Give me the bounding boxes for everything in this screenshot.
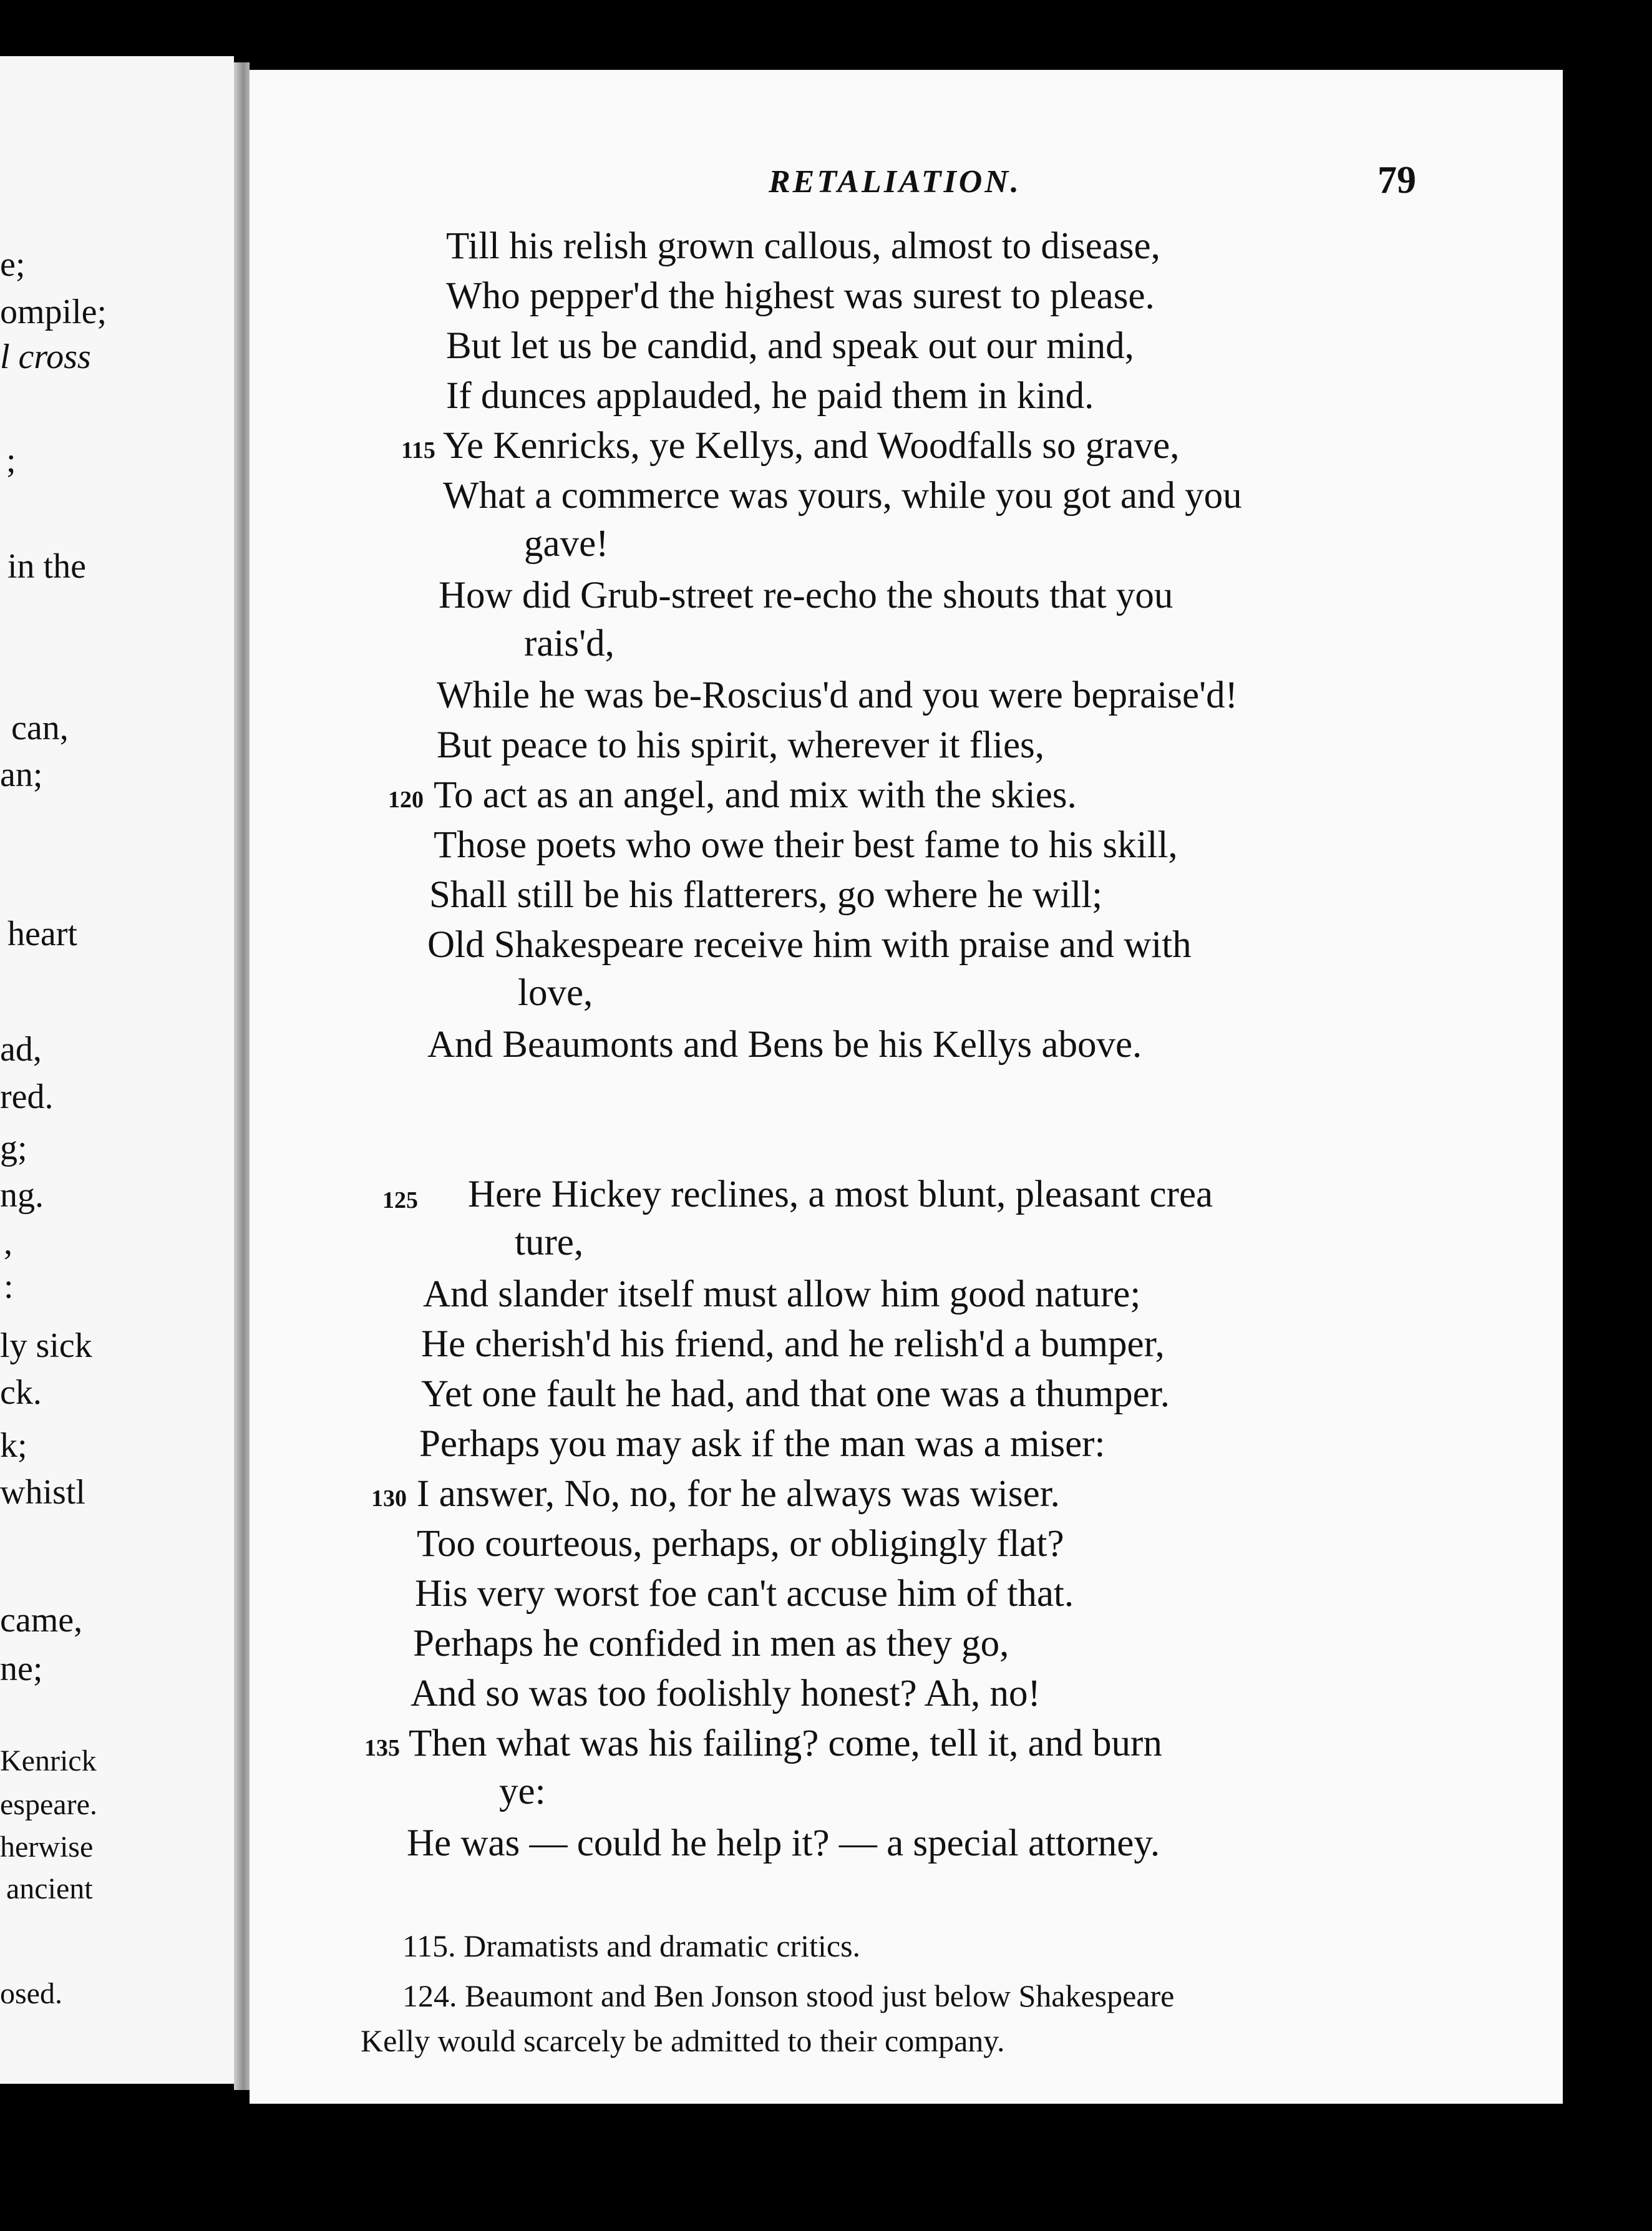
left-fragment: espeare. <box>0 1788 97 1821</box>
left-fragment: ne; <box>0 1650 43 1688</box>
left-fragment: e; <box>0 245 26 284</box>
poem-line: And Beaumonts and Bens be his Kellys above. <box>427 1024 1142 1066</box>
book-page <box>250 70 1563 2104</box>
poem-line: Shall still be his flatterers, go where he will; <box>429 874 1103 916</box>
poem-line: Old Shakespeare receive him with praise and with <box>427 924 1192 966</box>
left-fragment: ck. <box>0 1373 42 1412</box>
poem-line: Yet one fault he had, and that one was a thumper. <box>421 1373 1170 1415</box>
poem-line: Those poets who owe their best fame to his skill, <box>434 824 1178 866</box>
line-number: 135 <box>364 1735 400 1761</box>
left-fragment: heart <box>7 915 77 953</box>
poem-line: Perhaps he confided in men as they go, <box>413 1623 1009 1665</box>
left-fragment: Kenrick <box>0 1744 97 1777</box>
line-number: 125 <box>382 1187 418 1213</box>
left-fragment: k; <box>0 1426 27 1465</box>
left-fragment: osed. <box>0 1977 62 2010</box>
poem-line: And so was too foolishly honest? Ah, no! <box>411 1673 1041 1714</box>
footnote: 115. Dramatists and dramatic critics. <box>402 1928 861 1963</box>
poem-line: I answer, No, no, for he always was wiser. <box>417 1473 1060 1515</box>
poem-line-continuation: rais'd, <box>524 623 615 664</box>
poem-line-continuation: ye: <box>499 1771 546 1812</box>
left-fragment: came, <box>0 1601 83 1640</box>
poem-line: He was — could he help it? — a special attorney. <box>407 1822 1160 1864</box>
poem-line: He cherish'd his friend, and he relish'd a bumper, <box>421 1323 1165 1365</box>
left-fragment: in the <box>7 547 86 586</box>
poem-line: But let us be candid, and speak out our mind, <box>446 325 1134 367</box>
left-fragment: whistl <box>0 1473 85 1512</box>
poem-line: And slander itself must allow him good nature; <box>423 1273 1141 1315</box>
poem-line: His very worst foe can't accuse him of that. <box>415 1573 1074 1615</box>
poem-line-continuation: gave! <box>524 523 609 565</box>
poem-line: But peace to his spirit, wherever it flies, <box>437 724 1045 766</box>
poem-line: To act as an angel, and mix with the skies. <box>434 774 1077 816</box>
line-number: 115 <box>401 437 435 464</box>
page-number: 79 <box>1377 159 1416 202</box>
left-fragment: : <box>4 1267 14 1306</box>
footnote-continuation: Kelly would scarcely be admitted to their company. <box>361 2023 1005 2058</box>
poem-line: What a commerce was yours, while you got and you <box>443 475 1242 517</box>
poem-line: Perhaps you may ask if the man was a miser: <box>419 1423 1105 1465</box>
line-number: 130 <box>371 1485 407 1512</box>
left-fragment: , <box>4 1223 12 1262</box>
footnote: 124. Beaumont and Ben Jonson stood just below Shakespeare <box>402 1978 1175 2013</box>
left-fragment: ancient <box>6 1872 93 1905</box>
left-fragment: ad, <box>0 1030 42 1069</box>
poem-line: If dunces applauded, he paid them in kind. <box>446 375 1094 417</box>
poem-line: Here Hickey reclines, a most blunt, pleasant crea <box>468 1174 1213 1215</box>
previous-page-fragment <box>0 56 234 2084</box>
poem-line: While he was be-Roscius'd and you were bepraise'd! <box>437 674 1238 716</box>
poem-line: Till his relish grown callous, almost to disease, <box>446 225 1160 267</box>
poem-line: Too courteous, perhaps, or obligingly flat? <box>417 1523 1064 1565</box>
poem-line: Who pepper'd the highest was surest to please. <box>446 275 1155 317</box>
left-fragment: an; <box>0 756 43 794</box>
poem-line: Then what was his failing? come, tell it, and burn <box>409 1723 1162 1764</box>
poem-line-continuation: ture, <box>515 1222 584 1263</box>
left-fragment: ly sick <box>0 1326 92 1365</box>
left-fragment: herwise <box>0 1830 94 1864</box>
left-fragment: g; <box>0 1129 27 1167</box>
left-fragment: ng. <box>0 1176 44 1215</box>
left-fragment: ompile; <box>0 293 107 331</box>
poem-line: How did Grub-street re-echo the shouts that you <box>439 575 1173 616</box>
book-gutter <box>234 62 250 2090</box>
left-fragment: can, <box>11 709 69 747</box>
poem-line: Ye Kenricks, ye Kellys, and Woodfalls so grave, <box>443 425 1180 467</box>
left-fragment: red. <box>0 1077 54 1116</box>
running-title: RETALIATION. <box>769 164 1021 200</box>
left-fragment: l cross <box>0 338 91 376</box>
line-number: 120 <box>388 787 424 813</box>
poem-line-continuation: love, <box>518 972 593 1014</box>
left-fragment: ; <box>6 441 16 480</box>
